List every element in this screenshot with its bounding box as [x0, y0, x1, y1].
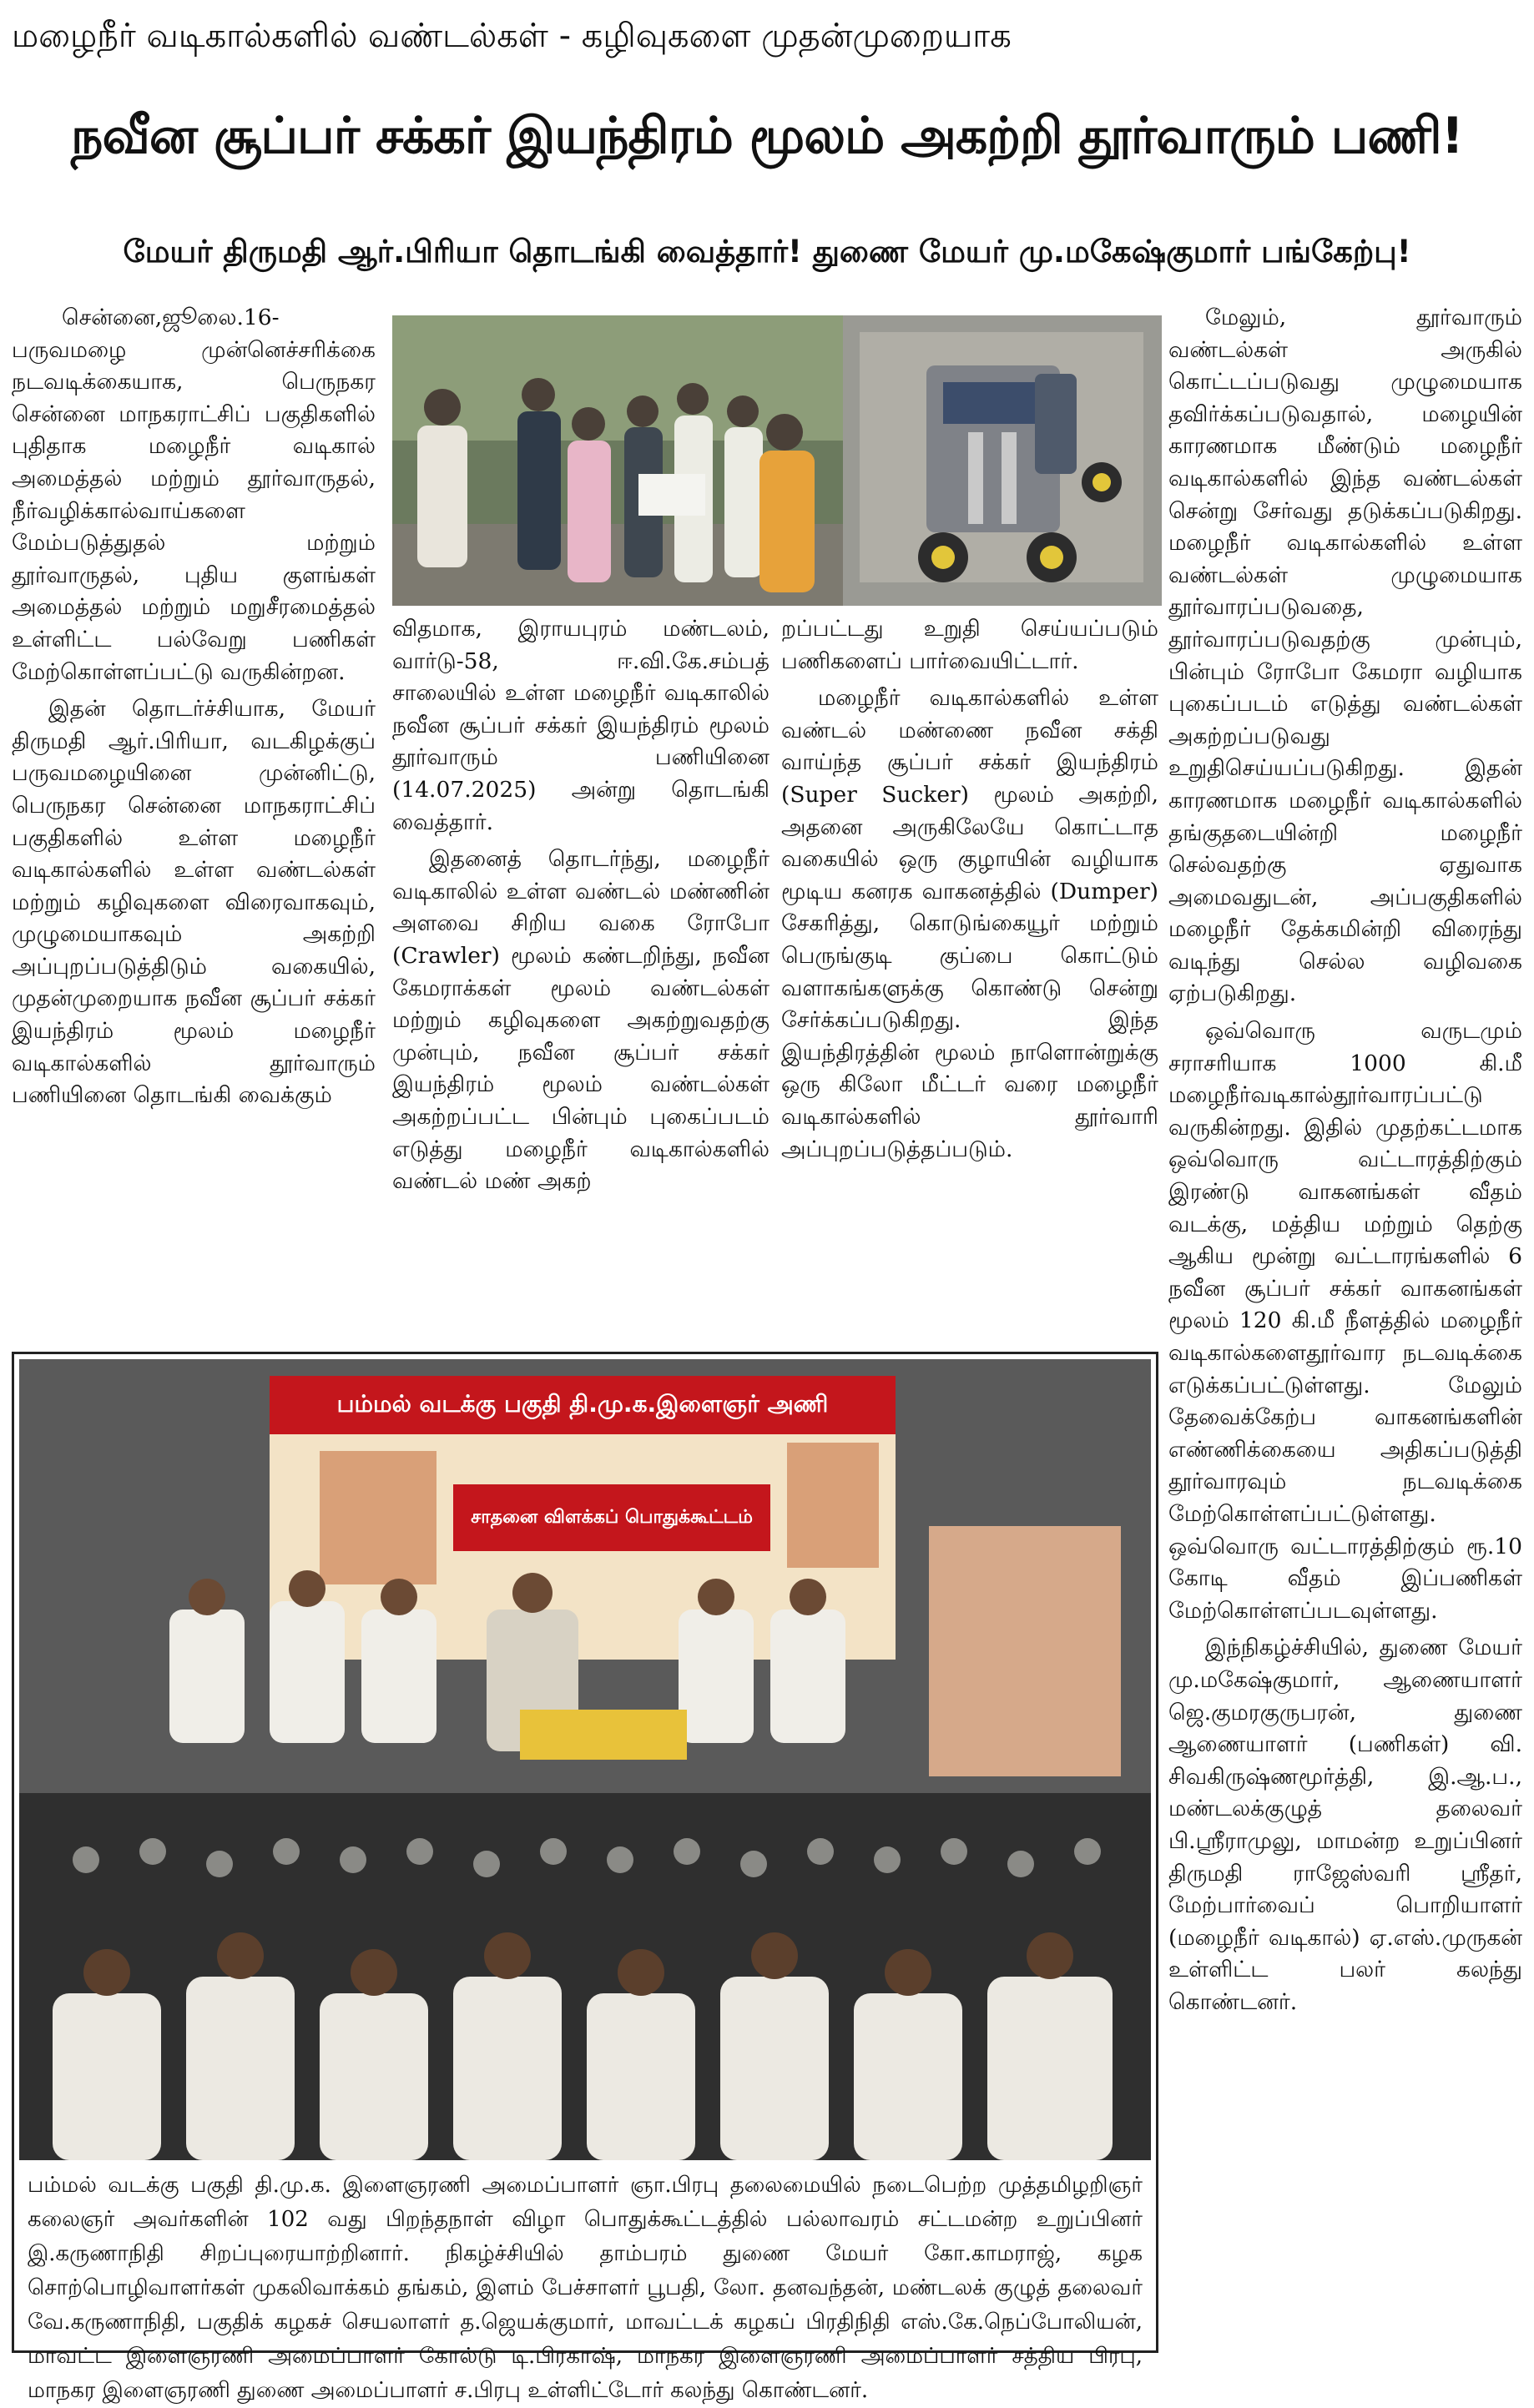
article-column-4 [1168, 302, 1522, 2360]
main-headline: நவீன சூப்பர் சக்கர் இயந்திரம் மூலம் அகற்றி தூர்வாரும் பணி! [71, 107, 1463, 165]
photo-caption: பம்மல் வடக்கு பகுதி தி.மு.க. இளைஞரணி அமைப்பாளர் ஞா.பிரபு தலைமையில் நடைபெற்ற முத்தமிழறிஞர் கலைஞர் அவர்களின் 102 வது பிறந்தநாள் விழா பொதுக்கூட்டத்தில் பல்லாவரம் சட்டமன்ற உறுப்பினர் இ.கருணாநிதி சிறப்புரையாற்றினார். நிகழ்ச்சியில் தாம்பரம் துணை மேயர் கோ.காமராஜ், கழக சொற்பொழிவாளர்கள் முகலிவாக்கம் தங்கம், இளம் பேச்சாளர் பூபதி, லோ. தனவந்தன், மண்டலக் குழுத் தலைவர் வே.கருணாநிதி, பகுதிக் கழகச் செயலாளர் த.ஜெயக்குமார், மாவட்டக் கழகப் பிரதிநிதி எஸ்.கே.நெப்போலியன், மாவட்ட இளைஞரணி அமைப்பாளர் கோல்டு டி.பிரகாஷ், மாநகர இளைஞரணி அமைப்பாளர் சத்திய பிரபு, மாநகர இளைஞரணி துணை அமைப்பாளர் ச.பிரபு உள்ளிட்டோர் கலந்து கொண்டனர். [28, 2173, 1143, 2403]
article-paragraph: றப்பட்டது உறுதி செய்யப்படும் பணிகளைப் பார்வையிட்டார். [781, 616, 1158, 674]
inspection-photo-art [392, 315, 1162, 606]
article-column-1 [12, 302, 376, 1337]
article-paragraph: இந்நிகழ்ச்சியில், துணை மேயர் மு.மகேஷ்குமார், ஆணையாளர் ஜெ.குமரகுருபரன், துணை ஆணையாளர் (பணிகள்) வி. சிவகிருஷ்ணமூர்த்தி, இ.ஆ.ப., மண்டலக்குழுத் தலைவர் பி.ஸ்ரீராமுலு, மாமன்ற உறுப்பினர் திருமதி ராஜேஸ்வரி ஸ்ரீதர், மேற்பார்வைப் பொறியாளர் (மழைநீர் வடிகால்) ஏ.எஸ்.முருகன் உள்ளிட்ட பலர் கலந்து கொண்டனர். [1168, 1635, 1522, 2015]
article-paragraph: இதன் தொடர்ச்சியாக, மேயர் திருமதி ஆர்.பிரியா, வடகிழக்குப் பருவமழையினை முன்னிட்டு, பெருநகர சென்னை மாநகராட்சிப் பகுதிகளில் உள்ள மழைநீர் வடிகால்களில் உள்ள வண்டல்கள் மற்றும் கழிவுகளை விரைவாகவும், முழுமையாகவும் அகற்றி அப்புறப்படுத்திடும் வகையில், முதன்முறையாக நவீன சூப்பர் சக்கர் இயந்திரம் மூலம் மழைநீர் வடிகால்களில் தூர்வாரும் பணியினை தொடங்கி வைக்கும் [12, 696, 376, 1109]
article-paragraph: ஒவ்வொரு வருடமும் சராசரியாக 1000 கி.மீ மழைநீர்வடிகால்தூர்வாரப்பட்டு வருகின்றது. இதில் முதற்கட்டமாக ஒவ்வொரு வட்டாரத்திற்கும் இரண்டு வாகனங்கள் வீதம் வடக்கு, மத்திய மற்றும் தெற்கு ஆகிய மூன்று வட்டாரங்களில் 6 நவீன சூப்பர் சக்கர் வாகனங்கள் மூலம் 120 கி.மீ நீளத்தில் மழைநீர் வடிகால்களைதூர்வார நடவடிக்கை எடுக்கப்பட்டுள்ளது. மேலும் தேவைக்கேற்ப வாகனங்களின் எண்ணிக்கையை அதிகப்படுத்தி தூர்வாரவும் நடவடிக்கை மேற்கொள்ளப்பட்டுள்ளது. ஒவ்வொரு வட்டாரத்திற்கும் ரூ.10 கோடி வீதம் இப்பணிகள் மேற்கொள்ளப்படவுள்ளது. [1168, 1018, 1522, 1624]
sub-headline: மேயர் திருமதி ஆர்.பிரியா தொடங்கி வைத்தார்! துணை மேயர் மு.மகேஷ்குமார் பங்கேற்பு! [123, 234, 1411, 270]
stage-banner-text: பம்மல் வடக்கு பகுதி தி.மு.க.இளைஞர் அணி [336, 1390, 829, 1418]
kicker-headline: மழைநீர் வடிகால்களில் வண்டல்கள் - கழிவுகளை முதன்முறையாக [12, 17, 1012, 55]
event-photo-box [12, 1352, 1158, 2403]
inspection-photo [392, 315, 1162, 606]
article-paragraph: இதனைத் தொடர்ந்து, மழைநீர் வடிகாலில் உள்ள வண்டல் மண்ணின் அளவை சிறிய வகை ரோபோ (Crawler) மூலம் கண்டறிந்து, நவீன கேமராக்கள் மூலம் வண்டல்கள் மற்றும் கழிவுகளை அகற்றுவதற்கு முன்பும், நவீன சூப்பர் சக்கர் இயந்திரம் மூலம் வண்டல்கள் அகற்றப்பட்ட பின்பும் புகைப்படம் எடுத்து மழைநீர் வடிகால்களில் வண்டல் மண் அகற் [392, 846, 770, 1195]
article-paragraph: பருவமழை முன்னெச்சரிக்கை நடவடிக்கையாக, பெருநகர சென்னை மாநகராட்சிப் பகுதிகளில் புதிதாக மழைநீர் வடிகால் அமைத்தல் மற்றும் தூர்வாருதல், நீர்வழிக்கால்வாய்களை மேம்படுத்துதல் மற்றும் தூர்வாருதல், புதிய குளங்கள் அமைத்தல் மற்றும் மறுசீரமைத்தல் உள்ளிட்ட பல்வேறு பணிகள் மேற்கொள்ளப்பட்டு வருகின்றன. [12, 336, 376, 685]
article-paragraph: மழைநீர் வடிகால்களில் உள்ள வண்டல் மண்ணை நவீன சக்தி வாய்ந்த சூப்பர் சக்கர் இயந்திரம் (Super Sucker) மூலம் அகற்றி, அதனை அருகிலேயே கொட்டாத வகையில் ஒரு குழாயின் வழியாக மூடிய கனரக வாகனத்தில் (Dumper) சேகரித்து, கொடுங்கையூர் மற்றும் பெருங்குடி குப்பை கொட்டும் வளாகங்களுக்கு கொண்டு சென்று சேர்க்கப்படுகிறது. இந்த இயந்திரத்தின் மூலம் நாளொன்றுக்கு ஒரு கிலோ மீட்டர் வரை மழைநீர் வடிகால்களில் தூர்வாரி அப்புறப்படுத்தப்படும். [781, 685, 1158, 1162]
event-photo [19, 1359, 1151, 2160]
article-column-3 [781, 613, 1158, 1339]
event-photo-art [19, 1359, 1151, 2160]
article-paragraph: விதமாக, இராயபுரம் மண்டலம், வார்டு-58, ஈ.வி.கே.சம்பத் சாலையில் உள்ள மழைநீர் வடிகாலில் நவீன சூப்பர் சக்கர் இயந்திரம் மூலம் தூர்வாரும் பணியினை (14.07.2025) அன்று தொடங்கி வைத்தார். [392, 616, 770, 835]
article-column-2 [392, 613, 770, 1339]
dateline: சென்னை,ஜூலை.16- [62, 305, 280, 330]
article-paragraph: மேலும், தூர்வாரும் வண்டல்கள் அருகில் கொட்டப்படுவது முழுமையாக தவிர்க்கப்படுவதால், மழையின் காரணமாக மீண்டும் மழைநீர் வடிகால்களில் இந்த வண்டல்கள் சென்று சேர்வது தடுக்கப்படுகிறது. மழைநீர் வடிகால்களில் உள்ள வண்டல்கள் முழுமையாக தூர்வாரப்படுவதை, தூர்வாரப்படுவதற்கு முன்பும், பின்பும் ரோபோ கேமரா வழியாக புகைப்படம் எடுத்து வண்டல்கள் அகற்றப்படுவது உறுதிசெய்யப்படுகிறது. இதன் காரணமாக மழைநீர் வடிகால்களில் தங்குதடையின்றி மழைநீர் செல்வதற்கு ஏதுவாக அமைவதுடன், அப்பகுதிகளில் மழைநீர் தேக்கமின்றி விரைந்து வடிந்து செல்ல வழிவகை ஏற்படுகிறது. [1168, 305, 1522, 1007]
stage-sign-text: சாதனை விளக்கப் பொதுக்கூட்டம் [471, 1507, 753, 1528]
